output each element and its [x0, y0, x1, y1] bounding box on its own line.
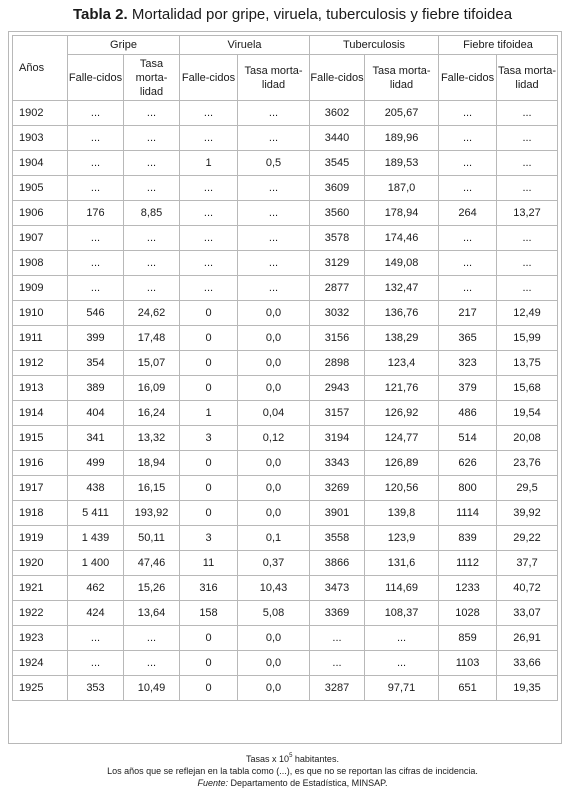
- cell-tifoidea-deaths: ...: [439, 151, 497, 176]
- source-label: Fuente:: [197, 778, 229, 788]
- cell-viruela-deaths: 3: [180, 426, 238, 451]
- cell-tifoidea-deaths: ...: [439, 126, 497, 151]
- cell-tuberculosis-deaths: 3602: [310, 101, 365, 126]
- cell-tuberculosis-rate: 121,76: [365, 376, 439, 401]
- cell-gripe-rate: 16,15: [124, 476, 180, 501]
- cell-gripe-deaths: 404: [68, 401, 124, 426]
- cell-gripe-rate: 10,49: [124, 676, 180, 701]
- cell-viruela-rate: ...: [238, 176, 310, 201]
- table-notes: [0, 753, 585, 789]
- cell-tifoidea-deaths: 1114: [439, 501, 497, 526]
- cell-tuberculosis-deaths: 3558: [310, 526, 365, 551]
- cell-gripe-rate: 15,26: [124, 576, 180, 601]
- sub-header-deaths: Falle-cidos: [439, 55, 497, 101]
- cell-tuberculosis-deaths: 3866: [310, 551, 365, 576]
- cell-tifoidea-rate: 33,66: [497, 651, 558, 676]
- cell-tifoidea-rate: 20,08: [497, 426, 558, 451]
- table-row: [13, 251, 558, 276]
- cell-tuberculosis-rate: 138,29: [365, 326, 439, 351]
- cell-tuberculosis-rate: 205,67: [365, 101, 439, 126]
- group-header-tuberculosis: Tuberculosis: [310, 36, 439, 55]
- table-row: [13, 376, 558, 401]
- source-text: Departamento de Estadística, MINSAP.: [228, 778, 388, 788]
- cell-tuberculosis-rate: 108,37: [365, 601, 439, 626]
- table-row: [13, 576, 558, 601]
- cell-tuberculosis-deaths: 3473: [310, 576, 365, 601]
- cell-gripe-deaths: ...: [68, 176, 124, 201]
- cell-tuberculosis-deaths: 3194: [310, 426, 365, 451]
- cell-year: 1903: [13, 126, 68, 151]
- cell-year: 1914: [13, 401, 68, 426]
- table-row: [13, 401, 558, 426]
- cell-gripe-deaths: 389: [68, 376, 124, 401]
- cell-tuberculosis-rate: 189,53: [365, 151, 439, 176]
- cell-year: 1908: [13, 251, 68, 276]
- rate-note: [0, 753, 585, 765]
- cell-tifoidea-deaths: 859: [439, 626, 497, 651]
- cell-viruela-deaths: 0: [180, 501, 238, 526]
- cell-gripe-deaths: ...: [68, 626, 124, 651]
- cell-year: 1916: [13, 451, 68, 476]
- year-column-header: Años: [13, 36, 68, 101]
- table-row: [13, 426, 558, 451]
- cell-gripe-deaths: 546: [68, 301, 124, 326]
- cell-tuberculosis-deaths: 3269: [310, 476, 365, 501]
- cell-gripe-rate: ...: [124, 101, 180, 126]
- table-title-label: Tabla 2.: [72, 6, 128, 23]
- cell-viruela-deaths: 3: [180, 526, 238, 551]
- cell-gripe-deaths: ...: [68, 226, 124, 251]
- cell-viruela-deaths: ...: [180, 126, 238, 151]
- table-row: [13, 276, 558, 301]
- cell-viruela-rate: 0,12: [238, 426, 310, 451]
- cell-year: 1915: [13, 426, 68, 451]
- sub-header-deaths: Falle-cidos: [310, 55, 365, 101]
- cell-tuberculosis-deaths: 2877: [310, 276, 365, 301]
- source-note: [0, 777, 585, 789]
- cell-tifoidea-rate: 26,91: [497, 626, 558, 651]
- cell-gripe-rate: ...: [124, 276, 180, 301]
- cell-viruela-deaths: 0: [180, 651, 238, 676]
- table-row: [13, 676, 558, 701]
- cell-tifoidea-rate: ...: [497, 251, 558, 276]
- table-row: [13, 301, 558, 326]
- cell-year: 1904: [13, 151, 68, 176]
- cell-tifoidea-rate: ...: [497, 126, 558, 151]
- cell-viruela-rate: 0,0: [238, 501, 310, 526]
- cell-viruela-rate: ...: [238, 201, 310, 226]
- cell-gripe-deaths: 424: [68, 601, 124, 626]
- cell-tuberculosis-rate: 123,4: [365, 351, 439, 376]
- cell-tuberculosis-rate: 174,46: [365, 226, 439, 251]
- cell-viruela-deaths: ...: [180, 226, 238, 251]
- cell-gripe-rate: ...: [124, 626, 180, 651]
- cell-year: 1912: [13, 351, 68, 376]
- cell-viruela-rate: 0,37: [238, 551, 310, 576]
- cell-tuberculosis-deaths: 2943: [310, 376, 365, 401]
- cell-tifoidea-deaths: 379: [439, 376, 497, 401]
- cell-tuberculosis-rate: 126,92: [365, 401, 439, 426]
- rate-note-suffix: habitantes.: [292, 754, 339, 764]
- cell-gripe-rate: ...: [124, 126, 180, 151]
- cell-tifoidea-rate: 33,07: [497, 601, 558, 626]
- cell-year: 1907: [13, 226, 68, 251]
- cell-year: 1906: [13, 201, 68, 226]
- mortality-table: [12, 35, 558, 701]
- cell-tifoidea-rate: 13,27: [497, 201, 558, 226]
- cell-tifoidea-rate: 12,49: [497, 301, 558, 326]
- cell-viruela-rate: ...: [238, 101, 310, 126]
- table-row: [13, 101, 558, 126]
- cell-viruela-rate: 0,1: [238, 526, 310, 551]
- cell-gripe-deaths: ...: [68, 651, 124, 676]
- cell-tuberculosis-deaths: 3901: [310, 501, 365, 526]
- table-row: [13, 551, 558, 576]
- table-row: [13, 476, 558, 501]
- cell-tifoidea-deaths: ...: [439, 101, 497, 126]
- cell-year: 1918: [13, 501, 68, 526]
- cell-tuberculosis-deaths: 3343: [310, 451, 365, 476]
- cell-tifoidea-deaths: 264: [439, 201, 497, 226]
- cell-tifoidea-deaths: 626: [439, 451, 497, 476]
- cell-gripe-rate: 16,09: [124, 376, 180, 401]
- cell-tifoidea-rate: 23,76: [497, 451, 558, 476]
- cell-gripe-deaths: 5 411: [68, 501, 124, 526]
- cell-tifoidea-rate: ...: [497, 101, 558, 126]
- cell-tuberculosis-rate: ...: [365, 651, 439, 676]
- cell-viruela-deaths: 1: [180, 401, 238, 426]
- sub-header-row: [13, 55, 558, 101]
- cell-viruela-rate: 0,0: [238, 451, 310, 476]
- cell-year: 1924: [13, 651, 68, 676]
- cell-gripe-deaths: 341: [68, 426, 124, 451]
- cell-year: 1911: [13, 326, 68, 351]
- cell-tifoidea-deaths: 1103: [439, 651, 497, 676]
- cell-viruela-deaths: 0: [180, 626, 238, 651]
- group-header-row: [13, 36, 558, 55]
- cell-year: 1913: [13, 376, 68, 401]
- cell-tifoidea-deaths: ...: [439, 176, 497, 201]
- table-row: [13, 601, 558, 626]
- cell-year: 1923: [13, 626, 68, 651]
- cell-tuberculosis-deaths: 3609: [310, 176, 365, 201]
- cell-gripe-deaths: ...: [68, 276, 124, 301]
- cell-tuberculosis-deaths: 2898: [310, 351, 365, 376]
- cell-tuberculosis-deaths: 3369: [310, 601, 365, 626]
- table-row: [13, 501, 558, 526]
- cell-viruela-deaths: ...: [180, 176, 238, 201]
- cell-viruela-rate: ...: [238, 251, 310, 276]
- cell-year: 1909: [13, 276, 68, 301]
- cell-tuberculosis-rate: 136,76: [365, 301, 439, 326]
- cell-tuberculosis-rate: 187,0: [365, 176, 439, 201]
- cell-tuberculosis-deaths: 3129: [310, 251, 365, 276]
- cell-viruela-rate: 0,5: [238, 151, 310, 176]
- cell-viruela-rate: 0,0: [238, 476, 310, 501]
- cell-tifoidea-deaths: 651: [439, 676, 497, 701]
- cell-gripe-deaths: 353: [68, 676, 124, 701]
- cell-viruela-rate: 10,43: [238, 576, 310, 601]
- cell-viruela-deaths: 0: [180, 351, 238, 376]
- cell-tifoidea-deaths: ...: [439, 276, 497, 301]
- cell-year: 1902: [13, 101, 68, 126]
- cell-gripe-deaths: 462: [68, 576, 124, 601]
- cell-gripe-rate: 47,46: [124, 551, 180, 576]
- cell-tuberculosis-deaths: ...: [310, 651, 365, 676]
- cell-gripe-deaths: 438: [68, 476, 124, 501]
- cell-viruela-rate: 0,0: [238, 351, 310, 376]
- cell-year: 1905: [13, 176, 68, 201]
- cell-gripe-rate: ...: [124, 251, 180, 276]
- group-header-fiebre-tifoidea: Fiebre tifoidea: [439, 36, 558, 55]
- cell-tifoidea-rate: 15,99: [497, 326, 558, 351]
- cell-viruela-rate: ...: [238, 126, 310, 151]
- cell-viruela-deaths: 0: [180, 376, 238, 401]
- cell-gripe-rate: ...: [124, 226, 180, 251]
- cell-year: 1922: [13, 601, 68, 626]
- cell-tuberculosis-rate: 97,71: [365, 676, 439, 701]
- cell-viruela-deaths: ...: [180, 201, 238, 226]
- cell-tifoidea-rate: 15,68: [497, 376, 558, 401]
- cell-gripe-rate: ...: [124, 176, 180, 201]
- cell-year: 1921: [13, 576, 68, 601]
- cell-tifoidea-deaths: 217: [439, 301, 497, 326]
- cell-viruela-deaths: 0: [180, 676, 238, 701]
- cell-viruela-deaths: ...: [180, 101, 238, 126]
- cell-gripe-deaths: ...: [68, 151, 124, 176]
- cell-tifoidea-rate: ...: [497, 276, 558, 301]
- cell-tuberculosis-rate: ...: [365, 626, 439, 651]
- cell-tuberculosis-deaths: 3578: [310, 226, 365, 251]
- group-header-viruela: Viruela: [180, 36, 310, 55]
- table-row: [13, 351, 558, 376]
- table-row: [13, 526, 558, 551]
- table-title: [0, 5, 585, 25]
- cell-tuberculosis-deaths: 3156: [310, 326, 365, 351]
- cell-viruela-rate: 0,0: [238, 676, 310, 701]
- cell-viruela-deaths: 0: [180, 301, 238, 326]
- cell-viruela-rate: 0,0: [238, 376, 310, 401]
- cell-tifoidea-rate: ...: [497, 176, 558, 201]
- cell-tuberculosis-deaths: 3287: [310, 676, 365, 701]
- cell-tifoidea-rate: 13,75: [497, 351, 558, 376]
- sub-header-deaths: Falle-cidos: [68, 55, 124, 101]
- cell-tuberculosis-rate: 124,77: [365, 426, 439, 451]
- cell-viruela-rate: ...: [238, 226, 310, 251]
- cell-tifoidea-deaths: ...: [439, 226, 497, 251]
- sub-header-rate: Tasa morta-lidad: [365, 55, 439, 101]
- cell-tifoidea-rate: ...: [497, 226, 558, 251]
- cell-viruela-rate: 0,0: [238, 651, 310, 676]
- cell-year: 1910: [13, 301, 68, 326]
- cell-gripe-rate: 17,48: [124, 326, 180, 351]
- cell-gripe-deaths: ...: [68, 251, 124, 276]
- cell-gripe-rate: 50,11: [124, 526, 180, 551]
- cell-tuberculosis-rate: 178,94: [365, 201, 439, 226]
- cell-gripe-deaths: 354: [68, 351, 124, 376]
- cell-tifoidea-rate: 40,72: [497, 576, 558, 601]
- sub-header-rate: Tasa morta-lidad: [238, 55, 310, 101]
- cell-gripe-rate: 13,32: [124, 426, 180, 451]
- cell-tifoidea-rate: 37,7: [497, 551, 558, 576]
- table-row: [13, 151, 558, 176]
- cell-gripe-deaths: ...: [68, 126, 124, 151]
- cell-tifoidea-deaths: 1233: [439, 576, 497, 601]
- sub-header-deaths: Falle-cidos: [180, 55, 238, 101]
- group-header-gripe: Gripe: [68, 36, 180, 55]
- cell-year: 1917: [13, 476, 68, 501]
- cell-viruela-rate: 0,0: [238, 326, 310, 351]
- cell-gripe-deaths: 399: [68, 326, 124, 351]
- cell-gripe-deaths: 1 439: [68, 526, 124, 551]
- cell-tuberculosis-rate: 120,56: [365, 476, 439, 501]
- cell-tifoidea-deaths: 1028: [439, 601, 497, 626]
- cell-gripe-rate: 8,85: [124, 201, 180, 226]
- cell-tifoidea-rate: 29,22: [497, 526, 558, 551]
- cell-tifoidea-deaths: 1112: [439, 551, 497, 576]
- cell-tuberculosis-rate: 149,08: [365, 251, 439, 276]
- cell-viruela-deaths: 1: [180, 151, 238, 176]
- table-row: [13, 201, 558, 226]
- cell-viruela-deaths: 158: [180, 601, 238, 626]
- cell-tuberculosis-deaths: 3032: [310, 301, 365, 326]
- cell-viruela-deaths: 0: [180, 451, 238, 476]
- cell-tifoidea-deaths: 486: [439, 401, 497, 426]
- cell-gripe-rate: 13,64: [124, 601, 180, 626]
- cell-gripe-deaths: 176: [68, 201, 124, 226]
- cell-tuberculosis-rate: 132,47: [365, 276, 439, 301]
- cell-gripe-rate: 24,62: [124, 301, 180, 326]
- cell-viruela-deaths: 0: [180, 476, 238, 501]
- cell-gripe-rate: 16,24: [124, 401, 180, 426]
- table-row: [13, 326, 558, 351]
- sub-header-rate: Tasa morta-lidad: [124, 55, 180, 101]
- cell-tifoidea-deaths: 323: [439, 351, 497, 376]
- sub-header-rate: Tasa morta-lidad: [497, 55, 558, 101]
- table-row: [13, 226, 558, 251]
- cell-tuberculosis-deaths: 3560: [310, 201, 365, 226]
- cell-tuberculosis-rate: 126,89: [365, 451, 439, 476]
- cell-viruela-deaths: ...: [180, 251, 238, 276]
- cell-tifoidea-rate: 39,92: [497, 501, 558, 526]
- table-row: [13, 651, 558, 676]
- missing-data-note: Los años que se reflejan en la tabla como (...), es que no se reportan las cifras de incidencia.: [107, 766, 478, 776]
- cell-year: 1919: [13, 526, 68, 551]
- cell-viruela-deaths: 0: [180, 326, 238, 351]
- table-row: [13, 126, 558, 151]
- cell-tuberculosis-deaths: 3440: [310, 126, 365, 151]
- cell-gripe-rate: 15,07: [124, 351, 180, 376]
- rate-note-prefix: Tasas x 10: [246, 754, 290, 764]
- cell-tuberculosis-deaths: 3545: [310, 151, 365, 176]
- cell-tifoidea-deaths: 365: [439, 326, 497, 351]
- cell-gripe-rate: ...: [124, 151, 180, 176]
- cell-tifoidea-deaths: ...: [439, 251, 497, 276]
- cell-tuberculosis-rate: 139,8: [365, 501, 439, 526]
- cell-year: 1920: [13, 551, 68, 576]
- cell-tifoidea-deaths: 514: [439, 426, 497, 451]
- cell-tifoidea-rate: 19,35: [497, 676, 558, 701]
- cell-tifoidea-rate: 19,54: [497, 401, 558, 426]
- cell-gripe-rate: 193,92: [124, 501, 180, 526]
- cell-viruela-deaths: 11: [180, 551, 238, 576]
- table-row: [13, 176, 558, 201]
- rate-note-exponent: 5: [289, 753, 293, 759]
- cell-tifoidea-deaths: 839: [439, 526, 497, 551]
- cell-tifoidea-rate: 29,5: [497, 476, 558, 501]
- table-row: [13, 626, 558, 651]
- cell-tuberculosis-rate: 123,9: [365, 526, 439, 551]
- cell-tuberculosis-deaths: ...: [310, 626, 365, 651]
- cell-tuberculosis-rate: 114,69: [365, 576, 439, 601]
- cell-gripe-deaths: 499: [68, 451, 124, 476]
- cell-tuberculosis-rate: 131,6: [365, 551, 439, 576]
- table-row: [13, 451, 558, 476]
- cell-gripe-deaths: 1 400: [68, 551, 124, 576]
- cell-year: 1925: [13, 676, 68, 701]
- cell-viruela-rate: 5,08: [238, 601, 310, 626]
- cell-viruela-rate: 0,0: [238, 626, 310, 651]
- table-title-text: Mortalidad por gripe, viruela, tuberculosis y fiebre tifoidea: [131, 6, 513, 23]
- cell-tuberculosis-deaths: 3157: [310, 401, 365, 426]
- table-body: [13, 101, 558, 701]
- cell-gripe-rate: 18,94: [124, 451, 180, 476]
- cell-tifoidea-deaths: 800: [439, 476, 497, 501]
- cell-viruela-rate: 0,04: [238, 401, 310, 426]
- cell-viruela-deaths: 316: [180, 576, 238, 601]
- cell-gripe-deaths: ...: [68, 101, 124, 126]
- cell-tuberculosis-rate: 189,96: [365, 126, 439, 151]
- cell-viruela-rate: 0,0: [238, 301, 310, 326]
- cell-gripe-rate: ...: [124, 651, 180, 676]
- cell-tifoidea-rate: ...: [497, 151, 558, 176]
- cell-viruela-deaths: ...: [180, 276, 238, 301]
- cell-viruela-rate: ...: [238, 276, 310, 301]
